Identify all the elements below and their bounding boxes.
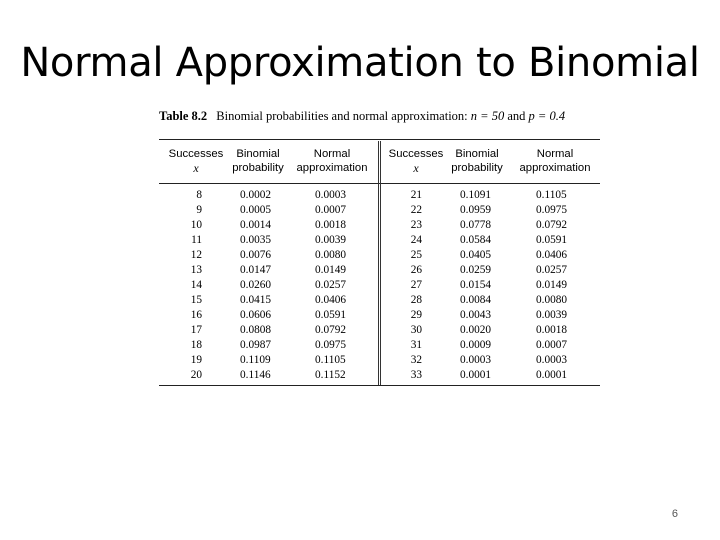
header-normal-right <box>513 147 597 175</box>
table-cell: 0.0975 <box>536 204 568 216</box>
table-cell: 0.0001 <box>536 369 568 381</box>
table-cell: 8 <box>196 189 202 201</box>
page-number: 6 <box>671 508 678 520</box>
table-cell: 0.0076 <box>240 249 272 261</box>
table-cell: 0.1091 <box>460 189 492 201</box>
table-cell: 0.0405 <box>460 249 492 261</box>
table-cell: 0.0035 <box>240 234 272 246</box>
header-x-label: x <box>413 161 419 175</box>
table-cell: 0.0257 <box>315 279 347 291</box>
header-successes-label: Successes <box>388 148 444 160</box>
column-binomial-right <box>460 188 510 383</box>
table-cell: 21 <box>410 189 422 201</box>
table-cell: 15 <box>190 294 202 306</box>
table-cell: 0.0084 <box>460 294 492 306</box>
table-cell: 0.0009 <box>460 339 492 351</box>
table-cell: 18 <box>190 339 202 351</box>
table-cell: 0.1146 <box>240 369 271 381</box>
table-cell: 27 <box>410 279 422 291</box>
header-successes-left <box>159 147 233 176</box>
table-cell: 0.0808 <box>240 324 272 336</box>
table-cell: 11 <box>191 234 202 246</box>
column-normal-left <box>315 188 365 383</box>
table-cell: 22 <box>410 204 422 216</box>
table-cell: 9 <box>196 204 202 216</box>
header-binomial-line2: probability <box>232 162 284 174</box>
table-cell: 0.0005 <box>240 204 272 216</box>
table-bottom-rule <box>159 385 600 386</box>
table-cell: 26 <box>410 264 422 276</box>
table-cell: 0.0080 <box>536 294 568 306</box>
table-cell: 0.0020 <box>460 324 492 336</box>
header-binomial-left <box>227 147 289 175</box>
table-cell: 0.0975 <box>315 339 347 351</box>
table-cell: 0.0003 <box>536 354 568 366</box>
table-cell: 0.0003 <box>460 354 492 366</box>
table-cell: 0.0080 <box>315 249 347 261</box>
table-cell: 25 <box>410 249 422 261</box>
table-cell: 29 <box>410 309 422 321</box>
slide-title: Normal Approximation to Binomial <box>20 40 700 86</box>
caption-p-value: p = 0.4 <box>528 109 566 123</box>
table-cell: 0.0003 <box>315 189 347 201</box>
table-cell: 0.0792 <box>536 219 568 231</box>
table-cell: 0.0591 <box>315 309 347 321</box>
header-normal-line1: Normal <box>536 148 574 160</box>
header-normal-line2: approximation <box>296 162 368 174</box>
table-cell: 33 <box>410 369 422 381</box>
table-cell: 0.0778 <box>460 219 492 231</box>
table-cell: 16 <box>190 309 202 321</box>
table-cell: 0.0260 <box>240 279 272 291</box>
header-binomial-line1: Binomial <box>455 148 499 160</box>
table-cell: 32 <box>410 354 422 366</box>
table-cell: 0.0039 <box>315 234 347 246</box>
table-caption-text: Binomial probabilities and normal approximation: <box>216 109 468 123</box>
table-cell: 24 <box>410 234 422 246</box>
probability-table <box>159 139 600 389</box>
table-cell: 0.0257 <box>536 264 568 276</box>
table-caption <box>159 109 599 124</box>
table-cell: 10 <box>190 219 202 231</box>
table-cell: 20 <box>190 369 202 381</box>
table-cell: 13 <box>190 264 202 276</box>
table-cell: 0.0154 <box>460 279 492 291</box>
table-cell: 0.0606 <box>240 309 272 321</box>
table-cell: 0.0043 <box>460 309 492 321</box>
header-binomial-right <box>446 147 508 175</box>
table-cell: 0.0959 <box>460 204 492 216</box>
column-normal-right <box>536 188 586 383</box>
table-cell: 0.0149 <box>315 264 347 276</box>
table-cell: 0.0007 <box>536 339 568 351</box>
table-cell: 0.1152 <box>315 369 346 381</box>
table-cell: 0.0792 <box>315 324 347 336</box>
caption-n-value: n = 50 <box>470 109 505 123</box>
table-cell: 0.0149 <box>536 279 568 291</box>
header-binomial-line2: probability <box>451 162 503 174</box>
column-binomial-left <box>240 188 290 383</box>
table-cell: 0.0147 <box>240 264 272 276</box>
table-cell: 12 <box>190 249 202 261</box>
table-cell: 0.0584 <box>460 234 492 246</box>
table-cell: 31 <box>410 339 422 351</box>
table-cell: 0.0039 <box>536 309 568 321</box>
header-successes-label: Successes <box>168 148 224 160</box>
table-cell: 0.0001 <box>460 369 492 381</box>
column-x-right <box>377 188 422 383</box>
table-cell: 0.0018 <box>315 219 347 231</box>
table-cell: 14 <box>190 279 202 291</box>
header-normal-line1: Normal <box>313 148 351 160</box>
table-cell: 30 <box>410 324 422 336</box>
table-cell: 17 <box>190 324 202 336</box>
table-cell: 19 <box>190 354 202 366</box>
table-cell: 0.0014 <box>240 219 272 231</box>
header-normal-line2: approximation <box>519 162 591 174</box>
table-cell: 0.1109 <box>240 354 271 366</box>
table-cell: 0.1105 <box>536 189 567 201</box>
table-cell: 0.0002 <box>240 189 272 201</box>
header-normal-left <box>292 147 372 175</box>
table-cell: 0.0007 <box>315 204 347 216</box>
table-cell: 0.0591 <box>536 234 568 246</box>
column-x-left <box>159 188 202 383</box>
table-cell: 23 <box>410 219 422 231</box>
table-cell: 0.0415 <box>240 294 272 306</box>
header-x-label: x <box>193 161 199 175</box>
table-cell: 0.0406 <box>315 294 347 306</box>
table-top-rule <box>159 139 600 140</box>
table-cell: 0.1105 <box>315 354 346 366</box>
table-cell: 0.0018 <box>536 324 568 336</box>
table-number: Table 8.2 <box>159 109 208 123</box>
table-cell: 28 <box>410 294 422 306</box>
caption-and: and <box>507 109 526 123</box>
table-cell: 0.0987 <box>240 339 272 351</box>
header-successes-right <box>383 147 449 176</box>
header-binomial-line1: Binomial <box>236 148 280 160</box>
table-cell: 0.0406 <box>536 249 568 261</box>
table-cell: 0.0259 <box>460 264 492 276</box>
